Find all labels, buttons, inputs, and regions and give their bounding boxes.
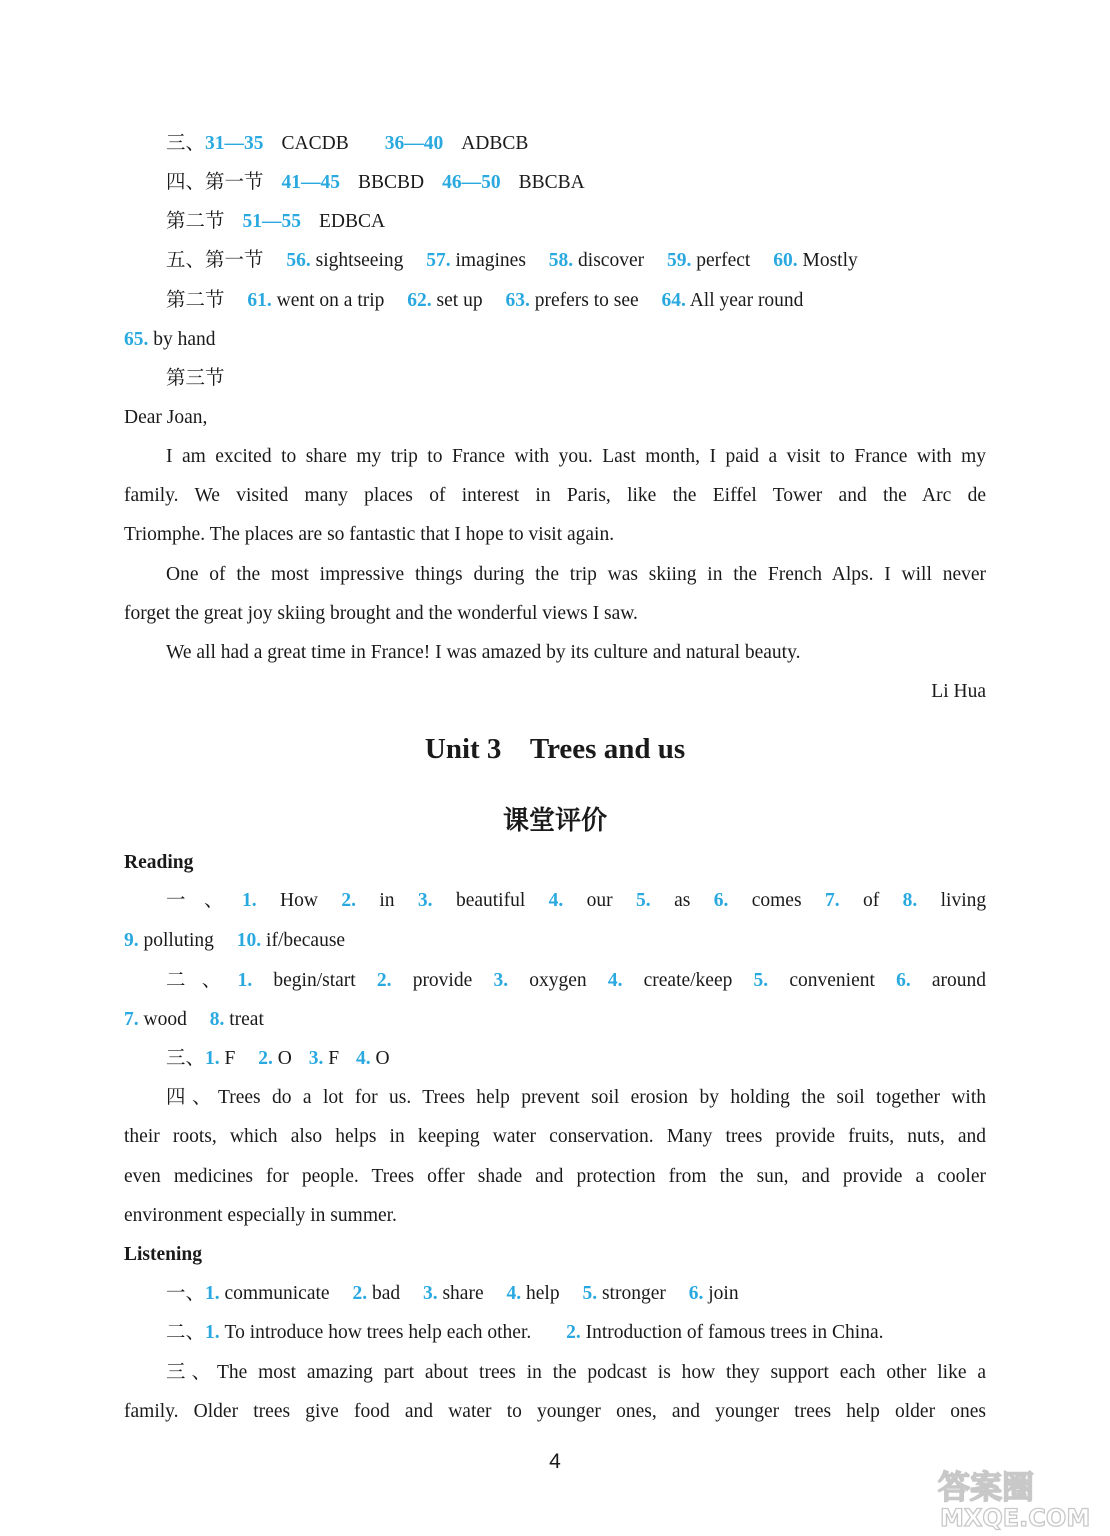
answer-row-sec5b: 第二节 61. went on a trip 62. set up 63. prefers to see 64. All year round bbox=[166, 290, 804, 311]
listening-s3-line: 三、The most amazing part about trees in the podcast is how they support each other like a bbox=[166, 1362, 986, 1383]
unit-subtitle: 课堂评价 bbox=[502, 806, 607, 835]
letter-p2-line: forget the great joy skiing brought and the wonderful views I saw. bbox=[124, 603, 638, 624]
watermark-logo bbox=[930, 1462, 1105, 1532]
reading-s3-row: 三、1. F 2. O 3. F 4. O bbox=[166, 1048, 390, 1069]
reading-s1-row-cont: 9. polluting 10. if/because bbox=[124, 930, 346, 951]
reading-s1-row: 一、1. How 2. in 3. beautiful 4. our 5. as 6. comes 7. of 8. living bbox=[166, 890, 987, 911]
letter-p2-line: One of the most impressive things during the trip was skiing in the French Alps. I will never bbox=[166, 564, 986, 585]
answer-row-sec4: 四、第一节 41—45 BBCBD 46—50 BBCBA bbox=[166, 172, 585, 193]
letter-p1-line: family. We visited many places of interest in Paris, like the Eiffel Tower and the Arc de bbox=[124, 485, 986, 506]
listening-s2-row: 二、1. To introduce how trees help each other. 2. Introduction of famous trees in China. bbox=[166, 1322, 884, 1343]
letter-signature: Li Hua bbox=[931, 681, 986, 702]
section-head-sec5c: 第三节 bbox=[166, 368, 225, 389]
listening-label: Listening bbox=[124, 1244, 203, 1265]
watermark-cn: 答案圈 bbox=[938, 1468, 1035, 1506]
reading-s4-line: their roots, which also helps in keeping water conservation. Many trees provide fruits, nuts, and bbox=[124, 1126, 986, 1147]
reading-s4-line: environment especially in summer. bbox=[124, 1205, 397, 1226]
reading-s4-line: even medicines for people. Trees offer shade and protection from the sun, and provide a cooler bbox=[124, 1166, 986, 1187]
reading-label: Reading bbox=[124, 852, 194, 873]
unit-title: Unit 3 Trees and us bbox=[424, 733, 686, 765]
letter-p1-line: Triomphe. The places are so fantastic that I hope to visit again. bbox=[124, 524, 615, 545]
listening-s1-row: 一、1. communicate 2. bad 3. share 4. help 5. stronger 6. join bbox=[166, 1283, 739, 1304]
letter-p3-line: We all had a great time in France! I was amazed by its culture and natural beauty. bbox=[166, 642, 801, 663]
answer-row-sec5b-cont: 65. by hand bbox=[124, 329, 216, 350]
reading-s2-row-cont: 7. wood 8. treat bbox=[124, 1009, 264, 1030]
answer-row-sec5: 五、第一节 56. sightseeing 57. imagines 58. discover 59. perfect 60. Mostly bbox=[166, 250, 858, 271]
reading-s4-line: 四、Trees do a lot for us. Trees help prevent soil erosion by holding the soil together with bbox=[166, 1087, 986, 1108]
letter-greeting: Dear Joan, bbox=[124, 407, 208, 428]
answer-row-sec3: 三、31—35 CACDB 36—40 ADBCB bbox=[166, 133, 529, 154]
listening-s3-line: family. Older trees give food and water to younger ones, and younger trees help older ones bbox=[124, 1401, 986, 1422]
page-number: 4 bbox=[549, 1450, 561, 1473]
answer-row-sec4b: 第二节 51—55 EDBCA bbox=[166, 211, 386, 232]
watermark-en: MXQE.COM bbox=[940, 1504, 1091, 1532]
reading-s2-row: 二、1. begin/start 2. provide 3. oxygen 4. create/keep 5. convenient 6. around bbox=[166, 970, 987, 991]
letter-p1-line: I am excited to share my trip to France with you. Last month, I paid a visit to France with my bbox=[166, 446, 986, 467]
